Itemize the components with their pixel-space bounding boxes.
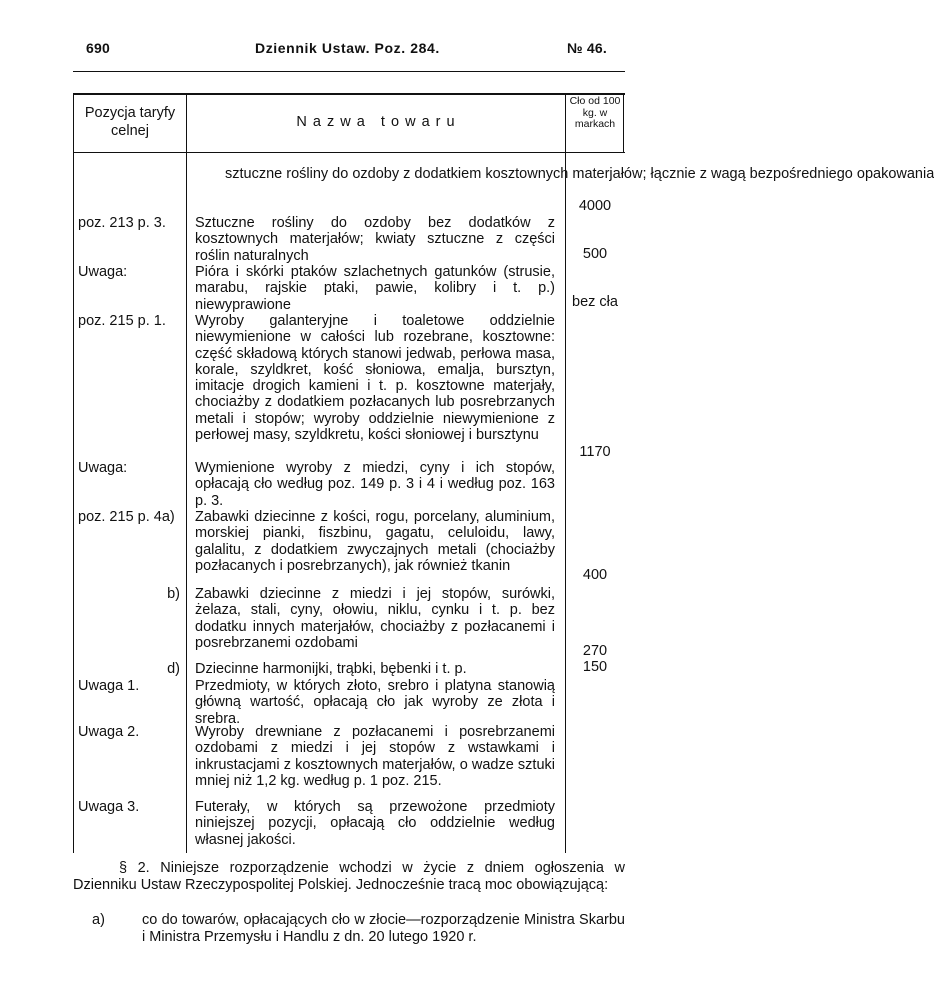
section-paragraph [73,860,625,894]
table-row-duty: 500 [582,246,608,262]
table-row-position: poz. 215 p. 4a) [78,509,175,525]
table-row-description: Pióra i skórki ptaków szlachetnych gatunków (strusie, marabu, rajskie ptaki, pawie, kolibry i t. p.) niewyprawione [195,264,555,313]
table-row-position: b) [167,586,180,602]
table-row-description: Wyroby galanteryjne i toaletowe oddzielnie niewymienione w całości lub rozebrane, kosztowne: część składową których stanowi jedwab, perłowa masa, korale, szyldkret, kość słoniowa, emalja, bursztyn, imitacje drogich kamieni i t. p. kosztowne materjały, chociażby z dodatkiem pozłacanych lub posrebrzanych metali i stopów; wyroby oddzielnie niewymienione z perłowej masy, szyldkretu, kości słoniowej i bursztynu [195,313,555,444]
table-row-description: sztuczne rośliny do ozdoby z dodatkiem kosztownych materjałów; łącznie z wagą bezpośredniego opakowania [225,166,934,182]
issue-number: № 46. [567,40,607,56]
table-row-duty: 1170 [579,444,611,460]
page-number: 690 [86,40,110,56]
column-divider-1 [186,93,187,853]
section-mark: § 2. [119,860,150,876]
list-item-text: co do towarów, opłacających cło w złocie—rozporządzenie Ministra Skarbu i Ministra Przemysłu i Handlu z dn. 20 lutego 1920 r. [142,912,625,945]
table-right-border [623,93,624,153]
header-rule [73,71,625,72]
section-text: Niniejsze rozporządzenie wchodzi w życie z dniem ogłoszenia w Dzienniku Ustaw Rzeczypospolitej Polskiej. Jednocześnie tracą moc obowiązującą: [73,860,625,893]
table-row-description: Wyroby drewniane z pozłacanemi i posrebrzanemi ozdobami z miedzi i jej stopów z wstawkami i inkrustacjami z kosztownych materjałów, o wadze sztuki mniej niż 1,2 kg. według p. 1 poz. 215. [195,724,555,789]
table-row-description: Zabawki dziecinne z miedzi i jej stopów, surówki, żelaza, stali, cyny, ołowiu, niklu, cynku i t. p. bez dodatku innych materjałów, chociażby z pozłacanemi i posrebrzanemi ozdobami [195,586,555,651]
table-row-description: Dziecinne harmonijki, trąbki, bębenki i t. p. [195,661,467,677]
table-row-position: Uwaga: [78,460,128,476]
table-row-duty: 400 [582,567,608,583]
table-row-position: Uwaga: [78,264,128,280]
table-row-duty: 270 [582,643,608,659]
list-item [92,912,625,946]
table-row-position: poz. 215 p. 1. [78,313,166,329]
table-row-duty: 150 [582,659,608,675]
table-row-description: Futerały, w których są przewożone przedmioty niniejszej pozycji, opłacają cło oddzielnie według własnej jakości. [195,799,555,848]
table-row-duty: 4000 [578,198,612,214]
table-row-position: d) [167,661,180,677]
table-row-description: Sztuczne rośliny do ozdoby bez dodatków z kosztownych materjałów; kwiaty sztuczne z części roślin naturalnych [195,215,555,264]
table-top-border [73,93,625,95]
table-header-border [73,152,625,153]
journal-title: Dziennik Ustaw. Poz. 284. [255,40,440,56]
table-row-description: Przedmioty, w których złoto, srebro i platyna stanowią główną wartość, opłacają cło jak wyroby ze złota i srebra. [195,678,555,727]
table-row-position: Uwaga 3. [78,799,140,815]
list-item-label: a) [92,912,105,928]
table-row-position: Uwaga 2. [78,724,140,740]
table-row-description: Zabawki dziecinne z kości, rogu, porcelany, aluminium, morskiej pianki, fiszbinu, gagatu, celuloidu, lawy, galalitu, z dodatkiem zwyczajnych metali (chociażby pozłacanych i posrebrzanych), jak również tkanin [195,509,555,574]
table-left-border [73,93,74,853]
table-row-position: poz. 213 p. 3. [78,215,166,231]
table-row-duty: bez cła [572,294,618,310]
column-header-duty: Cło od 100 kg. w markach [569,95,621,130]
table-row-position: Uwaga 1. [78,678,140,694]
column-header-name: N a z w a t o w a r u [296,114,456,130]
table-row-description: Wymienione wyroby z miedzi, cyny i ich stopów, opłacają cło według poz. 149 p. 3 i 4 i według poz. 163 p. 3. [195,460,555,509]
column-header-position: Pozycja taryfy celnej [84,105,176,140]
